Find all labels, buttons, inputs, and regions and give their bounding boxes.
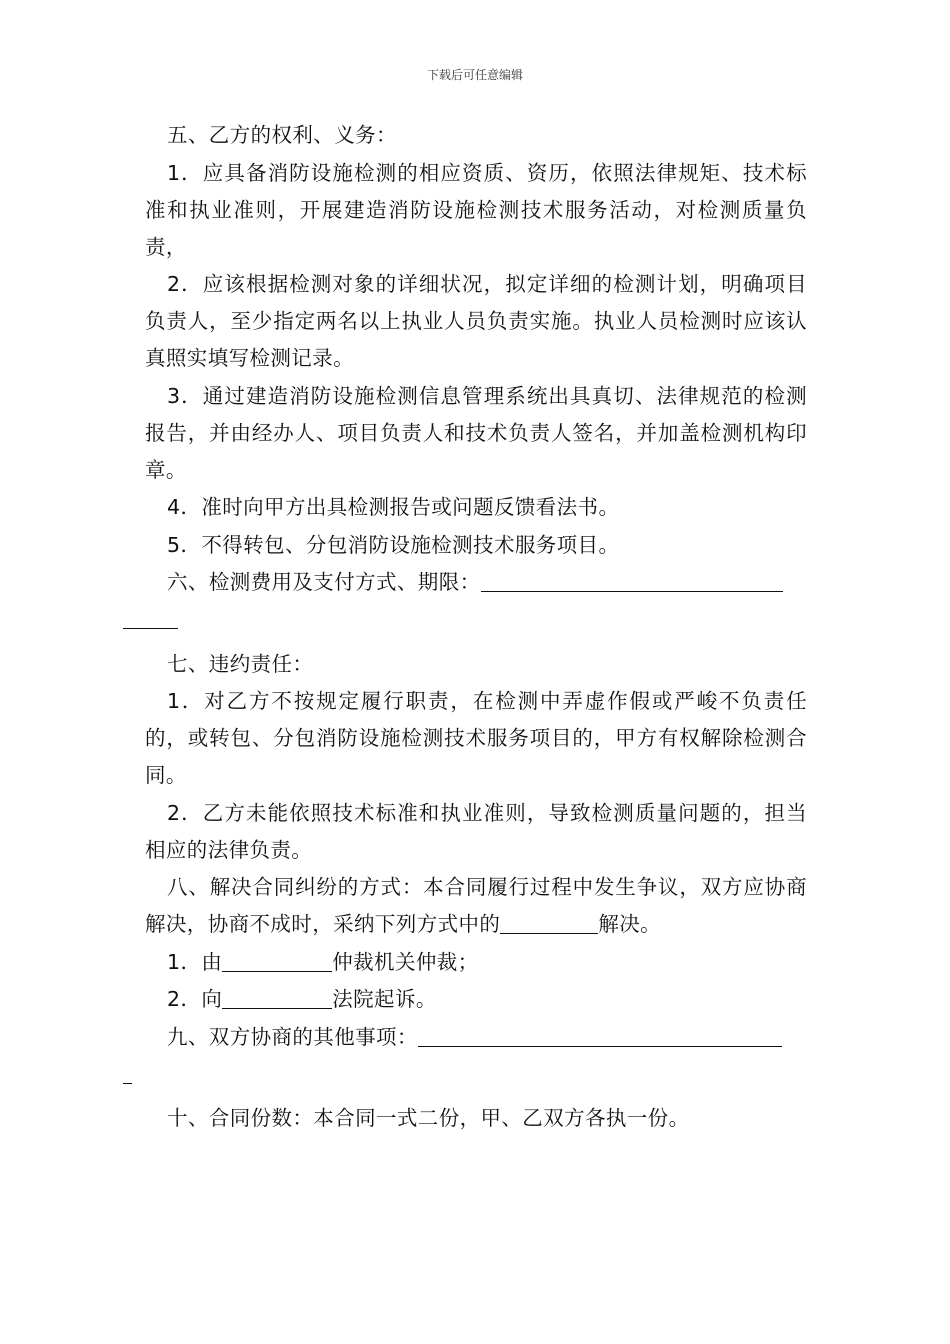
- section8-text-before: 八、解决合同纠纷的方式：本合同履行过程中发生争议，双方应协商解决，协商不成时，采纳下列方式中的: [145, 875, 807, 936]
- section8: [145, 869, 807, 943]
- other-matters-blank-cont[interactable]: [123, 1061, 132, 1084]
- section6: [145, 564, 807, 638]
- court-prefix: 2．向: [167, 987, 223, 1011]
- section5-item-3: 3．通过建造消防设施检测信息管理系统出具真切、法律规范的检测报告，并由经办人、项目负责人和技术负责人签名，并加盖检测机构印章。: [145, 383, 807, 482]
- section5-item-1: 1．应具备消防设施检测的相应资质、资历，依照法律规矩、技术标准和执业准则，开展建造消防设施检测技术服务活动，对检测质量负责，: [145, 160, 807, 259]
- dispute-method-blank[interactable]: [500, 911, 598, 934]
- court-blank[interactable]: [222, 986, 332, 1009]
- section5-item-4: 4．准时向甲方出具检测报告或问题反馈看法书。: [167, 495, 620, 519]
- arbitration-prefix: 1．由: [167, 949, 223, 974]
- section8-item-1: [145, 944, 807, 981]
- other-matters-blank[interactable]: [418, 1024, 782, 1047]
- fee-blank-line[interactable]: [481, 569, 783, 592]
- section7-item-1: 1．对乙方不按规定履行职责，在检测中弄虚作假或严峻不负责任的，或转包、分包消防设施检测技术服务项目的，甲方有权解除检测合同。: [145, 689, 807, 787]
- page-header: 下载后可任意编辑: [426, 68, 523, 82]
- court-suffix: 法院起诉。: [332, 987, 437, 1011]
- section5-title: 五、乙方的权利、义务：: [167, 123, 397, 147]
- section10: 十、合同份数：本合同一式二份，甲、乙双方各执一份。: [167, 1106, 690, 1130]
- section8-item-2: [145, 981, 807, 1018]
- section9-title: 九、双方协商的其他事项：: [167, 1024, 418, 1049]
- section7-item-2: 2．乙方未能依照技术标准和执业准则，导致检测质量问题的，担当相应的法律负责。: [145, 800, 807, 862]
- section9: [145, 1019, 807, 1093]
- contract-body: [145, 117, 807, 1138]
- arbitration-suffix: 仲裁机关仲裁；: [332, 949, 479, 974]
- fee-blank-line-cont[interactable]: [123, 606, 178, 629]
- section6-title: 六、检测费用及支付方式、期限：: [167, 570, 481, 594]
- arbitration-blank[interactable]: [222, 949, 332, 972]
- section5-item-2: 2．应该根据检测对象的详细状况，拟定详细的检测计划，明确项目负责人，至少指定两名以上执业人员负责实施。执业人员检测时应该认真照实填写检测记录。: [145, 272, 807, 370]
- section5-item-5: 5．不得转包、分包消防设施检测技术服务项目。: [167, 532, 620, 557]
- section8-text-after: 解决。: [598, 912, 662, 936]
- section7-title: 七、违约责任：: [167, 651, 314, 676]
